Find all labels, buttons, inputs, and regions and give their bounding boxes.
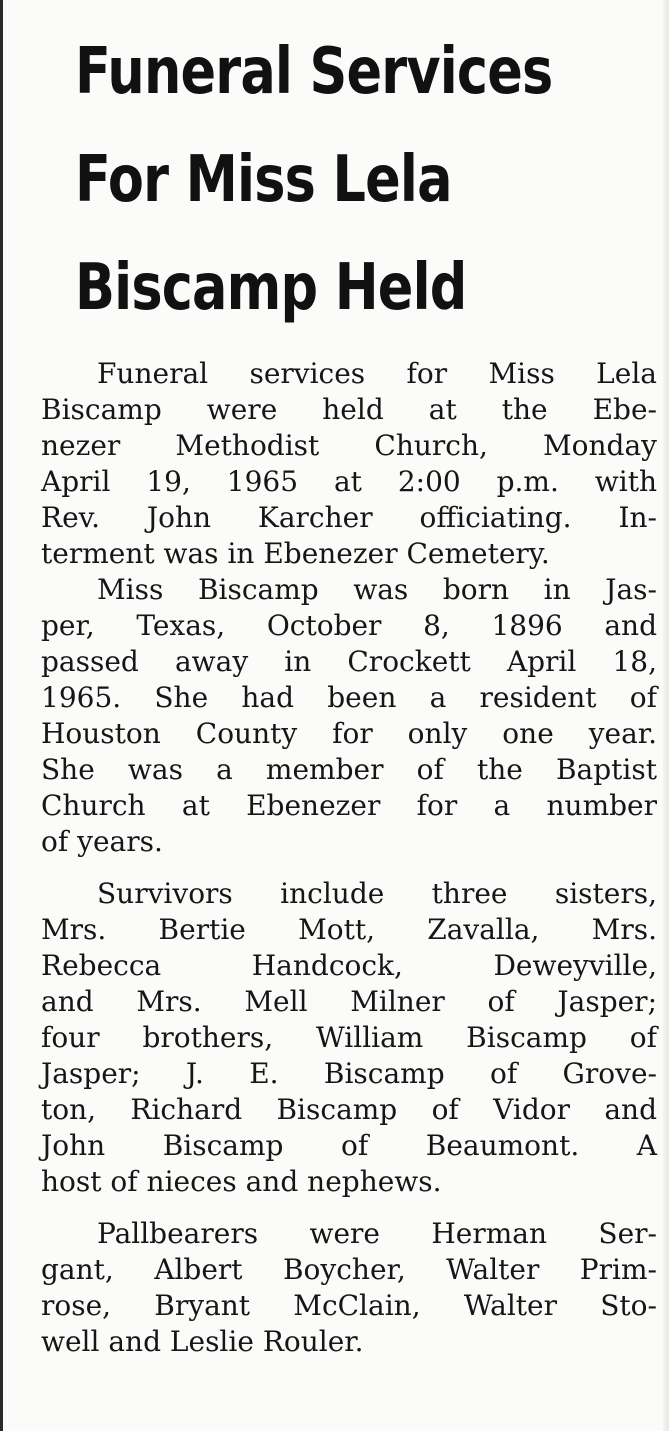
text-line: terment was in Ebenezer Cemetery.	[41, 537, 550, 570]
text-line: Survivors include three sisters,	[97, 877, 657, 910]
text-line: Jasper; J. E. Biscamp of Grove-	[41, 1057, 657, 1090]
text-line: nezer Methodist Church, Monday	[41, 429, 657, 462]
article-body	[41, 356, 657, 1360]
text-line: 1965. She had been a resident of	[41, 681, 657, 714]
paragraph-services	[41, 356, 657, 572]
paragraph-gap	[41, 860, 657, 876]
text-line: Rev. John Karcher officiating. In-	[41, 501, 657, 534]
text-line: well and Leslie Rouler.	[41, 1325, 364, 1358]
headline-line: For Miss Lela	[75, 143, 452, 217]
paragraph-survivors	[41, 876, 657, 1200]
text-line: Funeral services for Miss Lela	[97, 357, 657, 390]
text-line: ton, Richard Biscamp of Vidor and	[41, 1093, 657, 1126]
text-line: Rebecca Handcock, Deweyville,	[41, 949, 657, 982]
text-line: Church at Ebenezer for a number	[41, 789, 657, 822]
text-line: She was a member of the Baptist	[41, 753, 657, 786]
paragraph-pallbearers	[41, 1216, 657, 1360]
headline-line: Funeral Services	[75, 35, 553, 109]
text-line: Houston County for only one year.	[41, 717, 657, 750]
text-line: Mrs. Bertie Mott, Zavalla, Mrs.	[41, 913, 657, 946]
headline-line: Biscamp Held	[75, 251, 467, 325]
text-line: passed away in Crockett April 18,	[41, 645, 657, 678]
clipping-edge	[663, 0, 669, 1431]
paragraph-gap	[41, 1200, 657, 1216]
text-line: host of nieces and nephews.	[41, 1165, 442, 1198]
paragraph-biography	[41, 572, 657, 860]
text-line: John Biscamp of Beaumont. A	[41, 1129, 657, 1162]
text-line: of years.	[41, 825, 163, 858]
text-line: Miss Biscamp was born in Jas-	[97, 573, 657, 606]
text-line: rose, Bryant McClain, Walter Sto-	[41, 1289, 657, 1322]
text-line: gant, Albert Boycher, Walter Prim-	[41, 1253, 657, 1286]
text-line: per, Texas, October 8, 1896 and	[41, 609, 657, 642]
text-line: Pallbearers were Herman Ser-	[97, 1217, 657, 1250]
text-line: April 19, 1965 at 2:00 p.m. with	[41, 465, 657, 498]
text-line: and Mrs. Mell Milner of Jasper;	[41, 985, 657, 1018]
text-line: Biscamp were held at the Ebe-	[41, 393, 657, 426]
headline	[75, 18, 559, 342]
text-line: four brothers, William Biscamp of	[41, 1021, 657, 1054]
